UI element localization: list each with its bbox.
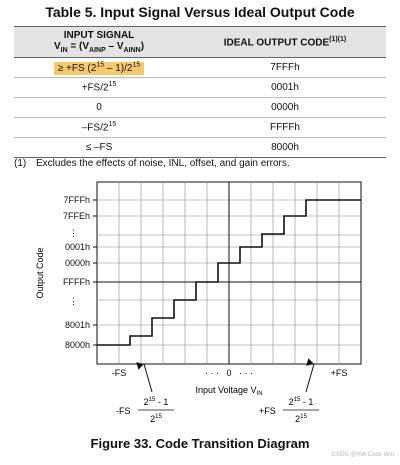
code-transition-diagram bbox=[0, 170, 400, 436]
input-cell: 0 bbox=[14, 98, 184, 118]
ytick-label: 0001h bbox=[64, 242, 90, 252]
right-frac-prefix: +FS bbox=[259, 406, 276, 416]
right-frac-denominator: $2^{15}$ bbox=[295, 414, 307, 424]
code-cell: 0001h bbox=[184, 78, 386, 98]
table-row bbox=[14, 98, 386, 118]
input-cell: $+FS/2^{15}$ bbox=[14, 78, 184, 98]
table-row bbox=[14, 58, 386, 78]
left-arrow bbox=[144, 364, 152, 392]
figure-caption: Figure 33. Code Transition Diagram bbox=[90, 436, 310, 451]
y-tick-marks bbox=[93, 200, 97, 345]
ytick-label: 7FFEh bbox=[62, 211, 90, 221]
table-row bbox=[14, 78, 386, 98]
table-row bbox=[14, 138, 386, 158]
right-frac-numerator: $2^{15} - 1$ bbox=[288, 397, 314, 407]
ytick-label: 8001h bbox=[64, 320, 90, 330]
footnote-number: (1) bbox=[14, 158, 27, 169]
ytick-label: 8000h bbox=[64, 340, 90, 350]
ytick-label: ⋮ bbox=[69, 296, 78, 306]
footnote bbox=[14, 158, 290, 169]
y-axis-label: Output Code bbox=[35, 247, 45, 299]
watermark: CSDN @Hot-Code Win bbox=[331, 452, 394, 458]
x-label-neg-fs: -FS bbox=[111, 368, 127, 378]
right-arrow bbox=[306, 364, 314, 392]
x-label-dots-left: · · · bbox=[205, 368, 219, 378]
table-header-row bbox=[14, 27, 386, 58]
x-label-zero: 0 bbox=[226, 368, 232, 378]
left-frac-prefix: -FS bbox=[116, 406, 131, 416]
code-cell: FFFFh bbox=[184, 118, 386, 138]
code-cell: 0000h bbox=[184, 98, 386, 118]
x-label-dots-right: · · · bbox=[239, 368, 253, 378]
ytick-label: ⋮ bbox=[69, 228, 78, 238]
code-cell: 8000h bbox=[184, 138, 386, 158]
ytick-label: 0000h bbox=[64, 258, 90, 268]
input-output-table bbox=[14, 26, 386, 158]
table-row bbox=[14, 118, 386, 138]
input-cell: $-FS/2^{15}$ bbox=[14, 118, 184, 138]
input-cell: ≤ –FS bbox=[14, 138, 184, 158]
footnote-text: Excludes the effects of noise, INL, offset, and gain errors. bbox=[36, 158, 290, 169]
left-frac-denominator: $2^{15}$ bbox=[150, 414, 162, 424]
left-frac-numerator: $2^{15} - 1$ bbox=[143, 397, 169, 407]
table-title: Table 5. Input Signal Versus Ideal Output Code bbox=[45, 4, 355, 20]
x-label-pos-fs: +FS bbox=[330, 368, 348, 378]
header-ideal-output-code: IDEAL OUTPUT $CODE^{(1)(1)}$ bbox=[184, 27, 386, 58]
x-axis-title: Input Voltage $V_{IN}$ bbox=[195, 385, 263, 397]
code-cell: 7FFFh bbox=[184, 58, 386, 78]
header-input-signal: INPUT SIGNAL $V_{IN} = (V_{AINP} - V_{AINN})$ bbox=[14, 27, 184, 58]
input-cell bbox=[14, 58, 184, 78]
ytick-label: 7FFFh bbox=[63, 195, 90, 205]
ytick-label: FFFFh bbox=[63, 277, 90, 287]
highlighted-input: ≥ +FS $(2^{15} - 1)/2^{15}$ bbox=[54, 62, 145, 75]
